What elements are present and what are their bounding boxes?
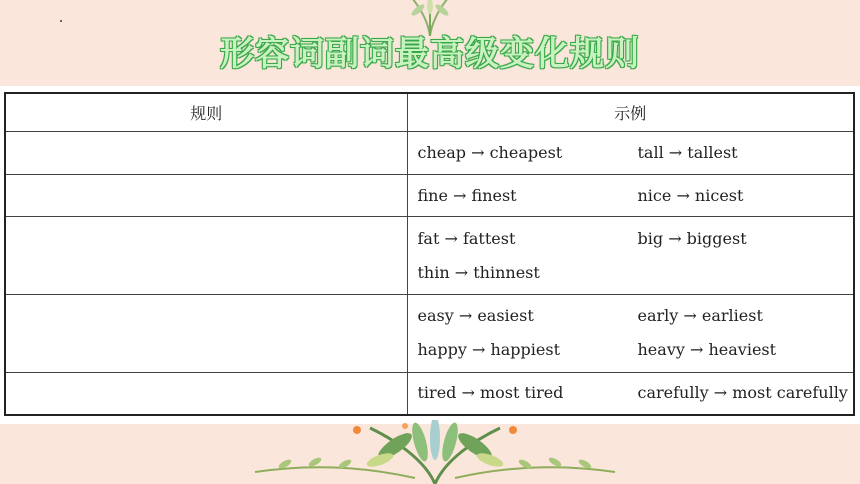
example-line [408,222,854,256]
rule-cell [5,372,407,415]
example-cell [407,174,854,217]
speck [60,20,62,22]
example-text: nice → nicest [637,185,744,205]
example-cell [407,372,854,415]
example-text: happy → happiest [417,340,560,360]
example-text: fat → fattest [417,228,516,248]
example-text: tired → most tired [417,383,564,403]
page-title: 形容词副词最高级变化规则 [220,34,640,74]
example-line [408,179,854,213]
example-line [408,333,854,367]
rule-cell [5,217,407,295]
example-line [408,376,854,410]
table-row [5,174,854,217]
example-text: cheap → cheapest [417,142,563,162]
example-text: early → earliest [637,306,763,326]
example-line [408,256,854,290]
header-example: 示例 [407,93,854,131]
rule-cell [5,295,407,373]
floral-decoration-bottom-icon [245,420,625,484]
rule-cell [5,131,407,174]
rule-cell [5,174,407,217]
table-row [5,372,854,415]
header-rule: 规则 [5,93,407,131]
example-line [408,299,854,333]
example-cell [407,217,854,295]
example-text: heavy → heaviest [637,340,777,360]
example-text: big → biggest [637,228,747,248]
table-row [5,131,854,174]
example-text: carefully → most carefully [637,383,848,403]
table-row [5,295,854,373]
table-header-row [5,93,854,131]
example-text: fine → finest [417,185,517,205]
example-cell [407,131,854,174]
example-text: thin → thinnest [417,262,540,282]
example-line [408,136,854,170]
example-text: easy → easiest [417,306,534,326]
rules-table [4,92,855,416]
example-cell [407,295,854,373]
example-text: tall → tallest [637,142,738,162]
table-row [5,217,854,295]
